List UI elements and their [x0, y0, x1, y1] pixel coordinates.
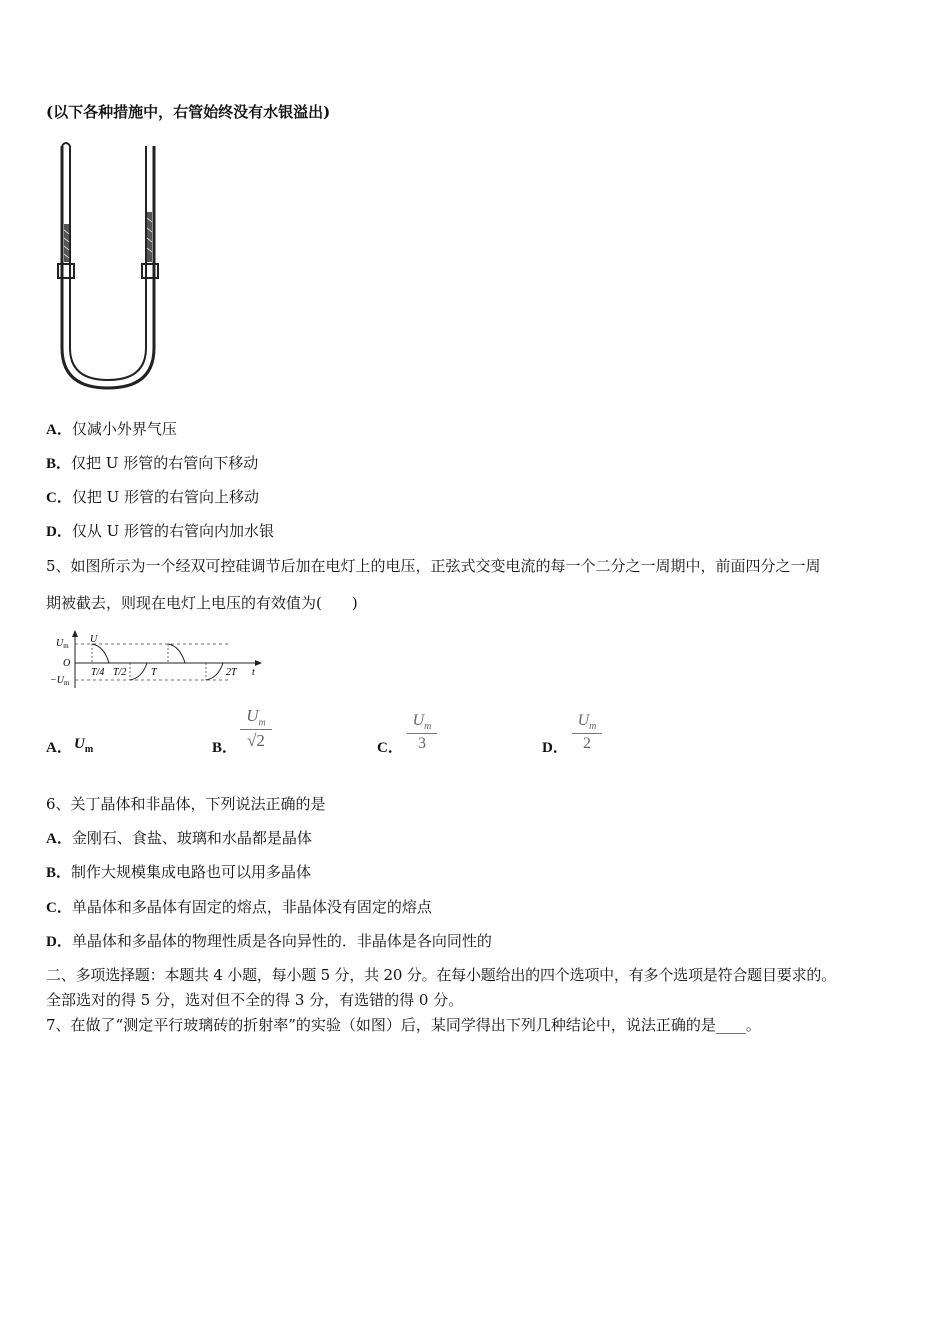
option-a-math: $U_m$: [74, 736, 94, 755]
q5-stem-line1: 5、如图所示为一个经双可控硅调节后加在电灯上的电压，正弦式交变电流的每一个二分之一周期中，前面四分之一周: [46, 557, 821, 575]
option-text: 单晶体和多晶体的物理性质是各向异性的．非晶体是各向同性的: [71, 932, 492, 950]
option-label: A．: [46, 831, 72, 847]
q6-stem: 6、关丁晶体和非晶体，下列说法正确的是: [46, 795, 326, 813]
option-label: A．: [46, 422, 72, 438]
graph-u-label: U: [90, 634, 98, 645]
q6-option-c[interactable]: [46, 897, 432, 918]
option-label: C．: [377, 740, 403, 756]
fraction-b: $U_m$ √2: [240, 706, 272, 751]
option-text: 单晶体和多晶体有固定的熔点，非晶体没有固定的熔点: [71, 898, 432, 916]
graph-2t-label: 2T: [226, 667, 237, 678]
fraction-c: $U_m$ 3: [407, 712, 437, 753]
graph-axis-t-label: t: [252, 667, 255, 678]
q5-option-c[interactable]: [377, 706, 527, 762]
fraction-d: $U_m$ 2: [572, 712, 602, 753]
option-text: 制作大规模集成电路也可以用多晶体: [71, 863, 312, 881]
option-label: A．: [46, 740, 72, 756]
q4-option-a[interactable]: [46, 419, 177, 440]
option-text: 仅把 U 形管的右管向下移动: [71, 454, 259, 472]
graph-t-label: T: [151, 667, 157, 678]
graph-um-label: $U_m$: [56, 638, 69, 650]
graph-t2-label: T/2: [113, 667, 127, 678]
q5-option-d[interactable]: [542, 706, 692, 762]
q4-option-c[interactable]: [46, 487, 259, 508]
voltage-waveform-graph: [44, 628, 274, 692]
q6-option-b[interactable]: [46, 862, 311, 883]
graph-t4-label: T/4: [91, 667, 105, 678]
q4-option-d[interactable]: [46, 521, 274, 542]
option-text: 金刚石、食盐、玻璃和水晶都是晶体: [71, 829, 312, 847]
u-tube-figure: [50, 138, 170, 396]
graph-origin-label: O: [63, 658, 71, 669]
q4-option-b[interactable]: [46, 453, 258, 474]
graph-neg-um-label: $-U_m$: [50, 675, 70, 687]
section2-heading-line1: 二、多项选择题：本题共 4 小题，每小题 5 分，共 20 分。在每小题给出的四个选项中，有多个选项是符合题目要求的。: [46, 966, 836, 984]
q5-option-a[interactable]: [46, 706, 196, 762]
option-label: C．: [46, 900, 72, 916]
option-label: B．: [46, 456, 72, 472]
option-label: C．: [46, 490, 72, 506]
option-text: 仅减小外界气压: [71, 420, 177, 438]
q6-option-d[interactable]: [46, 931, 492, 952]
option-label: D．: [542, 740, 568, 756]
option-label: D．: [46, 934, 72, 950]
option-text: 仅把 U 形管的右管向上移动: [71, 488, 260, 506]
option-label: B．: [212, 740, 238, 756]
q5-stem-line2: 期被截去，则现在电灯上电压的有效值为( ): [46, 594, 358, 612]
option-text: 仅从 U 形管的右管向内加水银: [71, 522, 275, 540]
intro-note: (以下各种措施中，右管始终没有水银溢出): [46, 103, 331, 121]
q7-stem: 7、在做了“测定平行玻璃砖的折射率”的实验（如图）后，某同学得出下列几种结论中，说法正确的是____。: [46, 1016, 761, 1034]
q5-option-b[interactable]: [212, 706, 362, 762]
q6-option-a[interactable]: [46, 828, 312, 849]
section2-heading-line2: 全部选对的得 5 分，选对但不全的得 3 分，有选错的得 0 分。: [46, 991, 464, 1009]
option-label: D．: [46, 524, 72, 540]
option-label: B．: [46, 865, 72, 881]
